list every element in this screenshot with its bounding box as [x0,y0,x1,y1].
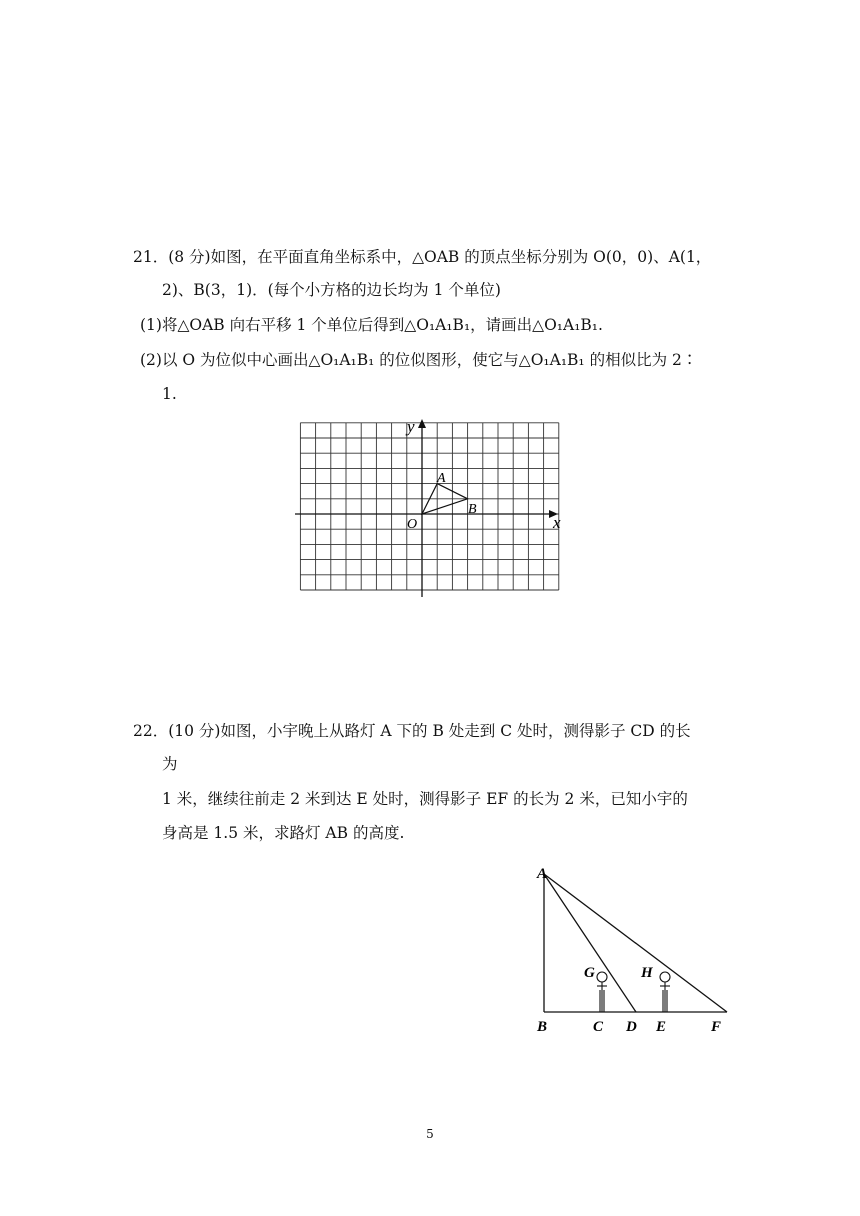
person-at-e-icon [660,972,670,1012]
q22-street-lamp-figure [525,860,740,1040]
q21-line-3: (1)将△OAB 向右平移 1 个单位后得到△O₁A₁B₁，请画出△O₁A₁B₁. [140,316,603,334]
label-f: F [711,1019,722,1035]
q21-line-1: 21．(8 分)如图，在平面直角坐标系中，△OAB 的顶点坐标分别为 O(0，0)、A(1， [133,248,712,266]
x-axis-label: x [553,513,561,532]
point-label-a: A [437,471,446,486]
point-label-b: B [468,502,477,517]
y-axis-label: y [407,417,415,436]
q21-line-2: 2)、B(3，1)．(每个小方格的边长均为 1 个单位) [162,281,501,299]
label-c: C [593,1019,604,1035]
person-at-c-icon [597,972,607,1012]
q22-line-2: 为 [162,755,178,773]
label-a: A [537,866,548,882]
grid-lines [300,423,558,590]
page-number: 5 [426,1127,434,1141]
q22-line-4: 身高是 1.5 米，求路灯 AB 的高度. [162,824,405,842]
q22-line-1: 22．(10 分)如图，小宇晚上从路灯 A 下的 B 处走到 C 处时，测得影子 CD 的长 [133,722,691,740]
y-axis-arrow-icon [418,419,426,428]
label-h: H [641,965,653,981]
light-ray-ad [544,874,636,1012]
label-g: G [584,965,595,981]
light-ray-af [544,874,727,1012]
label-d: D [626,1019,637,1035]
q21-coordinate-grid-figure [290,415,580,605]
q22-line-3: 1 米，继续往前走 2 米到达 E 处时，测得影子 EF 的长为 2 米，已知小宇的 [162,790,688,808]
label-b: B [537,1019,548,1035]
q21-line-5: 1. [162,385,177,403]
point-label-o: O [407,517,418,532]
q21-line-4: (2)以 O 为位似中心画出△O₁A₁B₁ 的位似图形，使它与△O₁A₁B₁ 的相似比为 2∶ [140,351,698,369]
label-e: E [656,1019,667,1035]
